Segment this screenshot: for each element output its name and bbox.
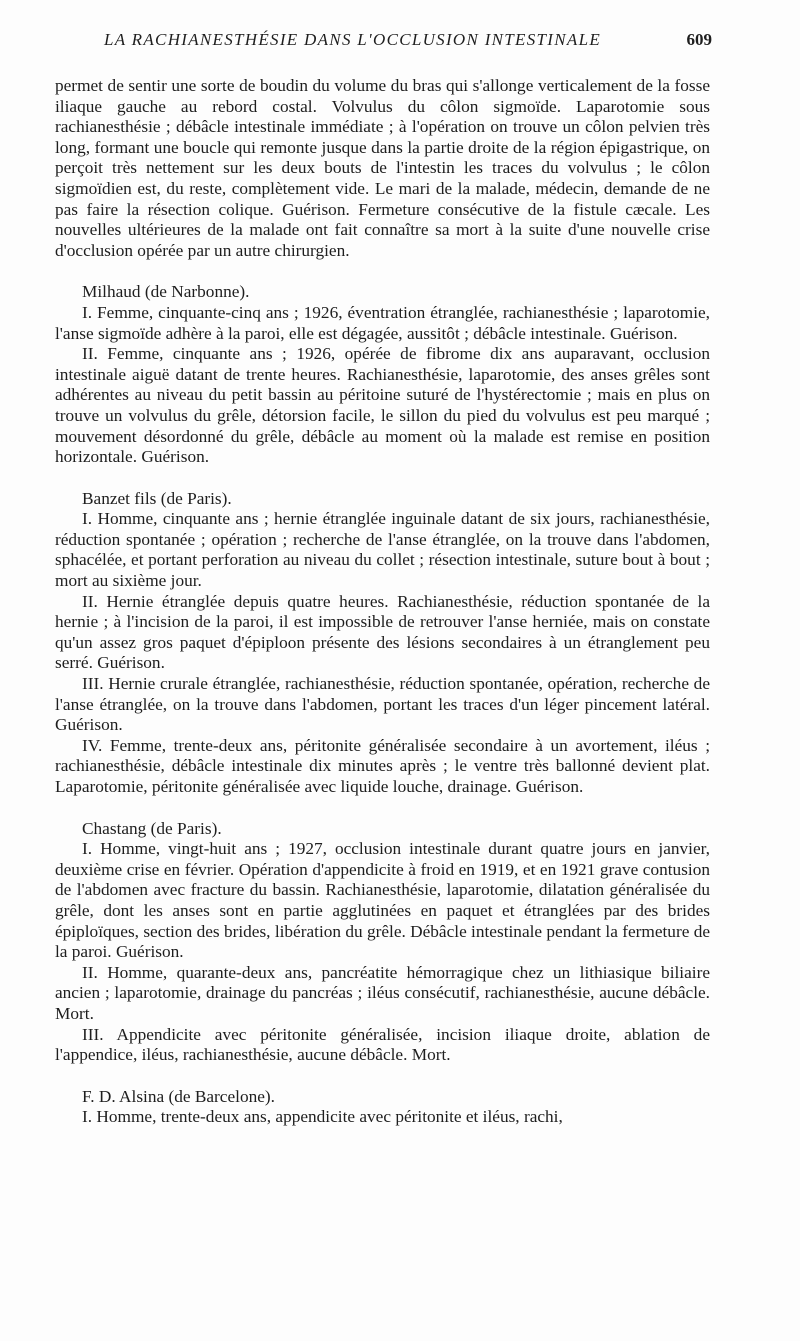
case-paragraph: I. Femme, cinquante-cinq ans ; 1926, éventration étranglée, rachianesthésie ; laparotomie, l'anse sigmoïde adhère à la paroi, elle est dégagée, aussitôt ; débâcle intestinale. Guérison. [55, 302, 710, 343]
running-title: LA RACHIANESTHÉSIE DANS L'OCCLUSION INTESTINALE [104, 30, 602, 49]
paragraph-continuation: permet de sentir une sorte de boudin du volume du bras qui s'allonge verticalement de la fosse iliaque gauche au rebord costal. Volvulus du côlon sigmoïde. Laparotomie sous rachianesthésie ; débâcle intestinale immédiate ; à l'opération on trouve un côlon pelvien très long, formant une boucle qui remonte jusque dans la partie droite de la région épigastrique, on perçoit très nettement sur les deux bouts de l'intestin les traces du volvulus ; le côlon sigmoïdien est, du reste, complètement vide. Le mari de la malade, médecin, demande de ne pas faire la résection colique. Guérison. Fermeture consécutive de la fistule cæcale. Les nouvelles ultérieures de la malade ont fait connaître sa mort à la suite d'une nouvelle crise d'occlusion opérée par un autre chirurgien. [55, 76, 710, 260]
page-body [55, 76, 710, 1128]
case-paragraph: IV. Femme, trente-deux ans, péritonite généralisée secondaire à un avortement, iléus ; rachianesthésie, débâcle intestinale dix minutes après ; le ventre très ballonné devient plat. Laparotomie, péritonite généralisée avec liquide louche, drainage. Guérison. [55, 735, 710, 796]
case-paragraph: III. Hernie crurale étranglée, rachianesthésie, réduction spontanée, opération, recherche de l'anse étranglée, on la trouve dans l'abdomen, portant les traces d'un léger pincement latéral. Guérison. [55, 674, 710, 735]
case-paragraph: II. Femme, cinquante ans ; 1926, opérée de fibrome dix ans auparavant, occlusion intestinale aiguë datant de trente heures. Rachianesthésie, laparotomie, des anses grêles sont adhérentes au niveau du petit bassin au péritoine suturé de l'hystérectomie ; mais en plus on trouve un volvulus du grêle, détorsion facile, le sillon du pied du volvulus est peu marqué ; mouvement désordonné du grêle, débâcle au moment où la malade est remise en position horizontale. Guérison. [55, 344, 710, 467]
author-heading-alsina: F. D. Alsina (de Barcelone). [82, 1086, 275, 1106]
author-heading-milhaud: Milhaud (de Narbonne). [82, 282, 250, 302]
case-paragraph: I. Homme, vingt-huit ans ; 1927, occlusion intestinale durant quatre jours en janvier, deuxième crise en février. Opération d'appendicite à froid en 1919, et en 1921 grave contusion de l'abdomen avec fracture du bassin. Rachianesthésie, laparotomie, dilatation généralisée du grêle, dont les anses sont en partie agglutinées en paquet et étranglées par des brides épiploïques, section des brides, libération du grêle. Débâcle intestinale pendant la fermeture de la paroi. Guérison. [55, 839, 711, 962]
case-paragraph: II. Homme, quarante-deux ans, pancréatite hémorragique chez un lithiasique biliaire ancien ; laparotomie, drainage du pancréas ; iléus consécutif, rachianesthésie, aucune débâcle. Mort. [55, 962, 710, 1023]
case-paragraph: I. Homme, cinquante ans ; hernie étranglée inguinale datant de six jours, rachianesthésie, réduction spontanée ; opération ; recherche de l'anse étranglée, on la trouve dans l'abdomen, sphacélée, et portant perforation au niveau du collet ; résection intestinale, suture bout à bout ; mort au sixième jour. [55, 509, 710, 591]
author-heading-banzet: Banzet fils (de Paris). [82, 488, 232, 508]
case-paragraph: II. Hernie étranglée depuis quatre heures. Rachianesthésie, réduction spontanée de la hernie ; à l'incision de la paroi, il est impossible de retrouver l'anse herniée, mais on constate qu'un assez gros paquet d'épiploon présente des lésions secondaires à un étranglement peu serré. Guérison. [55, 591, 710, 673]
author-heading-chastang: Chastang (de Paris). [82, 818, 222, 838]
page-number: 609 [686, 30, 712, 49]
case-paragraph: I. Homme, trente-deux ans, appendicite avec péritonite et iléus, rachi, [82, 1107, 563, 1127]
case-paragraph: III. Appendicite avec péritonite généralisée, incision iliaque droite, ablation de l'appendice, iléus, rachianesthésie, aucune débâcle. Mort. [55, 1024, 710, 1065]
